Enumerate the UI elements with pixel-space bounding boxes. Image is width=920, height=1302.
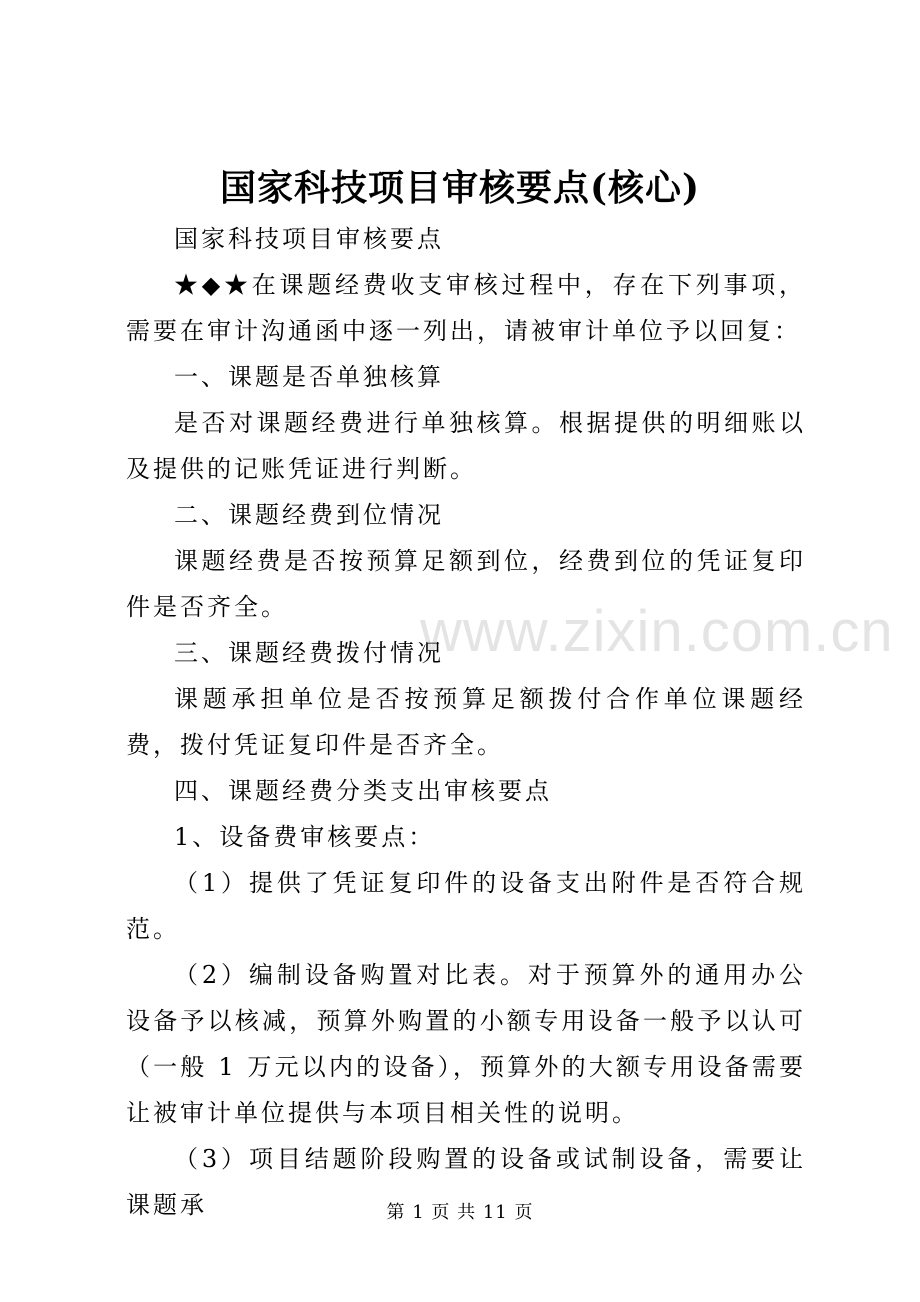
page-footer: 第 1 页 共 11 页 [386, 1202, 534, 1223]
section-heading-2: 二、课题经费到位情况 [174, 501, 444, 529]
subsection-heading-1: 1、设备费审核要点： [174, 823, 436, 851]
section-heading-3: 三、课题经费拨付情况 [174, 639, 444, 667]
paragraph-section-3: 课题承担单位是否按预算足额拨付合作单位课题经费，拨付凭证复印件是否齐全。 [126, 685, 806, 759]
section-heading-1: 一、课题是否单独核算 [174, 363, 444, 391]
paragraph-subtitle: 国家科技项目审核要点 [174, 225, 444, 253]
list-item-3: （3）项目结题阶段购置的设备或试制设备，需要让课题承 [126, 1145, 806, 1219]
list-item-1: （1）提供了凭证复印件的设备支出附件是否符合规范。 [126, 869, 806, 943]
watermark: www.zixin.com.cn [420, 599, 894, 664]
paragraph-section-1: 是否对课题经费进行单独核算。根据提供的明细账以及提供的记账凭证进行判断。 [126, 409, 806, 483]
paragraph-section-2: 课题经费是否按预算足额到位，经费到位的凭证复印件是否齐全。 [126, 547, 806, 621]
document-title: 国家科技项目审核要点(核心) [219, 167, 701, 209]
document-body [126, 216, 806, 1228]
paragraph-intro: ★◆★在课题经费收支审核过程中，存在下列事项，需要在审计沟通函中逐一列出，请被审计单位予以回复： [126, 271, 806, 345]
list-item-2: （2）编制设备购置对比表。对于预算外的通用办公设备予以核减，预算外购置的小额专用设备一般予以认可（一般 1 万元以内的设备），预算外的大额专用设备需要让被审计单位提供与本项目相关性的说明。 [126, 961, 806, 1127]
section-heading-4: 四、课题经费分类支出审核要点 [174, 777, 552, 805]
